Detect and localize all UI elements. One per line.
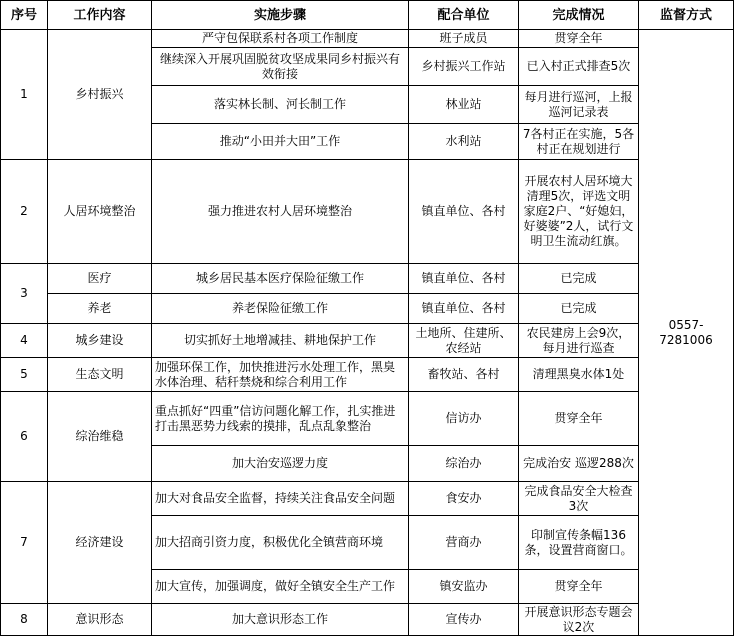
step-cell: 切实抓好土地增减挂、耕地保护工作 [152, 324, 409, 358]
content-cell: 人居环境整治 [48, 160, 152, 264]
step-cell: 重点抓好“四重”信访问题化解工作，扎实推进打击黑恶势力线索的摸排，乱点乱象整治 [152, 392, 409, 446]
content-cell: 意识形态 [48, 604, 152, 636]
unit-cell: 乡村振兴工作站 [409, 48, 519, 86]
step-cell: 推动“小田并大田”工作 [152, 124, 409, 160]
header-row [1, 1, 734, 30]
table-row [1, 324, 734, 358]
content-cell: 生态文明 [48, 358, 152, 392]
seq-cell: 8 [1, 604, 48, 636]
step-cell: 加大意识形态工作 [152, 604, 409, 636]
unit-cell: 综治办 [409, 446, 519, 482]
header-unit: 配合单位 [409, 1, 519, 30]
seq-cell: 3 [1, 264, 48, 324]
unit-cell: 镇直单位、各村 [409, 160, 519, 264]
status-cell: 已入村正式排查5次 [519, 48, 639, 86]
status-cell: 开展农村人居环境大清理5次，评选文明家庭2户、“好媳妇，好婆婆”2人，试行文明卫生流动红旗。 [519, 160, 639, 264]
content-cell: 经济建设 [48, 482, 152, 604]
supervision-phone: 0557-7281006 [639, 30, 734, 636]
unit-cell: 土地所、住建所、农经站 [409, 324, 519, 358]
unit-cell: 宣传办 [409, 604, 519, 636]
status-cell: 贯穿全年 [519, 570, 639, 604]
step-cell: 养老保险征缴工作 [152, 294, 409, 324]
status-cell: 完成治安 巡逻288次 [519, 446, 639, 482]
header-steps: 实施步骤 [152, 1, 409, 30]
status-cell: 农民建房上会9次，每月进行巡查 [519, 324, 639, 358]
step-cell: 加大治安巡逻力度 [152, 446, 409, 482]
content-cell: 综治维稳 [48, 392, 152, 482]
seq-cell: 4 [1, 324, 48, 358]
table-row [1, 294, 734, 324]
step-cell: 严守包保联系村各项工作制度 [152, 30, 409, 48]
status-cell: 印制宣传条幅136条，设置营商窗口。 [519, 516, 639, 570]
status-cell: 已完成 [519, 264, 639, 294]
status-cell: 完成食品安全大检查3次 [519, 482, 639, 516]
table-row [1, 160, 734, 264]
unit-cell: 镇安监办 [409, 570, 519, 604]
table-row [1, 264, 734, 294]
status-cell: 开展意识形态专题会议2次 [519, 604, 639, 636]
content-cell: 医疗 [48, 264, 152, 294]
header-supervision: 监督方式 [639, 1, 734, 30]
table-row [1, 392, 734, 446]
unit-cell: 水利站 [409, 124, 519, 160]
step-cell: 加大对食品安全监督，持续关注食品安全问题 [152, 482, 409, 516]
table-row [1, 604, 734, 636]
unit-cell: 信访办 [409, 392, 519, 446]
table-row [1, 30, 734, 48]
status-cell: 每月进行巡河，上报巡河记录表 [519, 86, 639, 124]
seq-cell: 1 [1, 30, 48, 160]
header-seq: 序号 [1, 1, 48, 30]
content-cell: 城乡建设 [48, 324, 152, 358]
seq-cell: 5 [1, 358, 48, 392]
unit-cell: 班子成员 [409, 30, 519, 48]
step-cell: 加大宣传，加强调度，做好全镇安全生产工作 [152, 570, 409, 604]
unit-cell: 镇直单位、各村 [409, 264, 519, 294]
header-status: 完成情况 [519, 1, 639, 30]
seq-cell: 7 [1, 482, 48, 604]
status-cell: 贯穿全年 [519, 392, 639, 446]
status-cell: 7各村正在实施，5各村正在规划进行 [519, 124, 639, 160]
unit-cell: 食安办 [409, 482, 519, 516]
step-cell: 强力推进农村人居环境整治 [152, 160, 409, 264]
unit-cell: 镇直单位、各村 [409, 294, 519, 324]
seq-cell: 2 [1, 160, 48, 264]
status-cell: 已完成 [519, 294, 639, 324]
step-cell: 继续深入开展巩固脱贫攻坚成果同乡村振兴有效衔接 [152, 48, 409, 86]
content-cell: 养老 [48, 294, 152, 324]
step-cell: 加大招商引资力度，积极优化全镇营商环境 [152, 516, 409, 570]
unit-cell: 畜牧站、各村 [409, 358, 519, 392]
status-cell: 清理黑臭水体1处 [519, 358, 639, 392]
header-content: 工作内容 [48, 1, 152, 30]
unit-cell: 营商办 [409, 516, 519, 570]
unit-cell: 林业站 [409, 86, 519, 124]
step-cell: 落实林长制、河长制工作 [152, 86, 409, 124]
table-row [1, 358, 734, 392]
status-cell: 贯穿全年 [519, 30, 639, 48]
step-cell: 城乡居民基本医疗保险征缴工作 [152, 264, 409, 294]
step-cell: 加强环保工作，加快推进污水处理工作，黑臭水体治理、秸秆禁烧和综合利用工作 [152, 358, 409, 392]
seq-cell: 6 [1, 392, 48, 482]
content-cell: 乡村振兴 [48, 30, 152, 160]
table-row [1, 482, 734, 516]
